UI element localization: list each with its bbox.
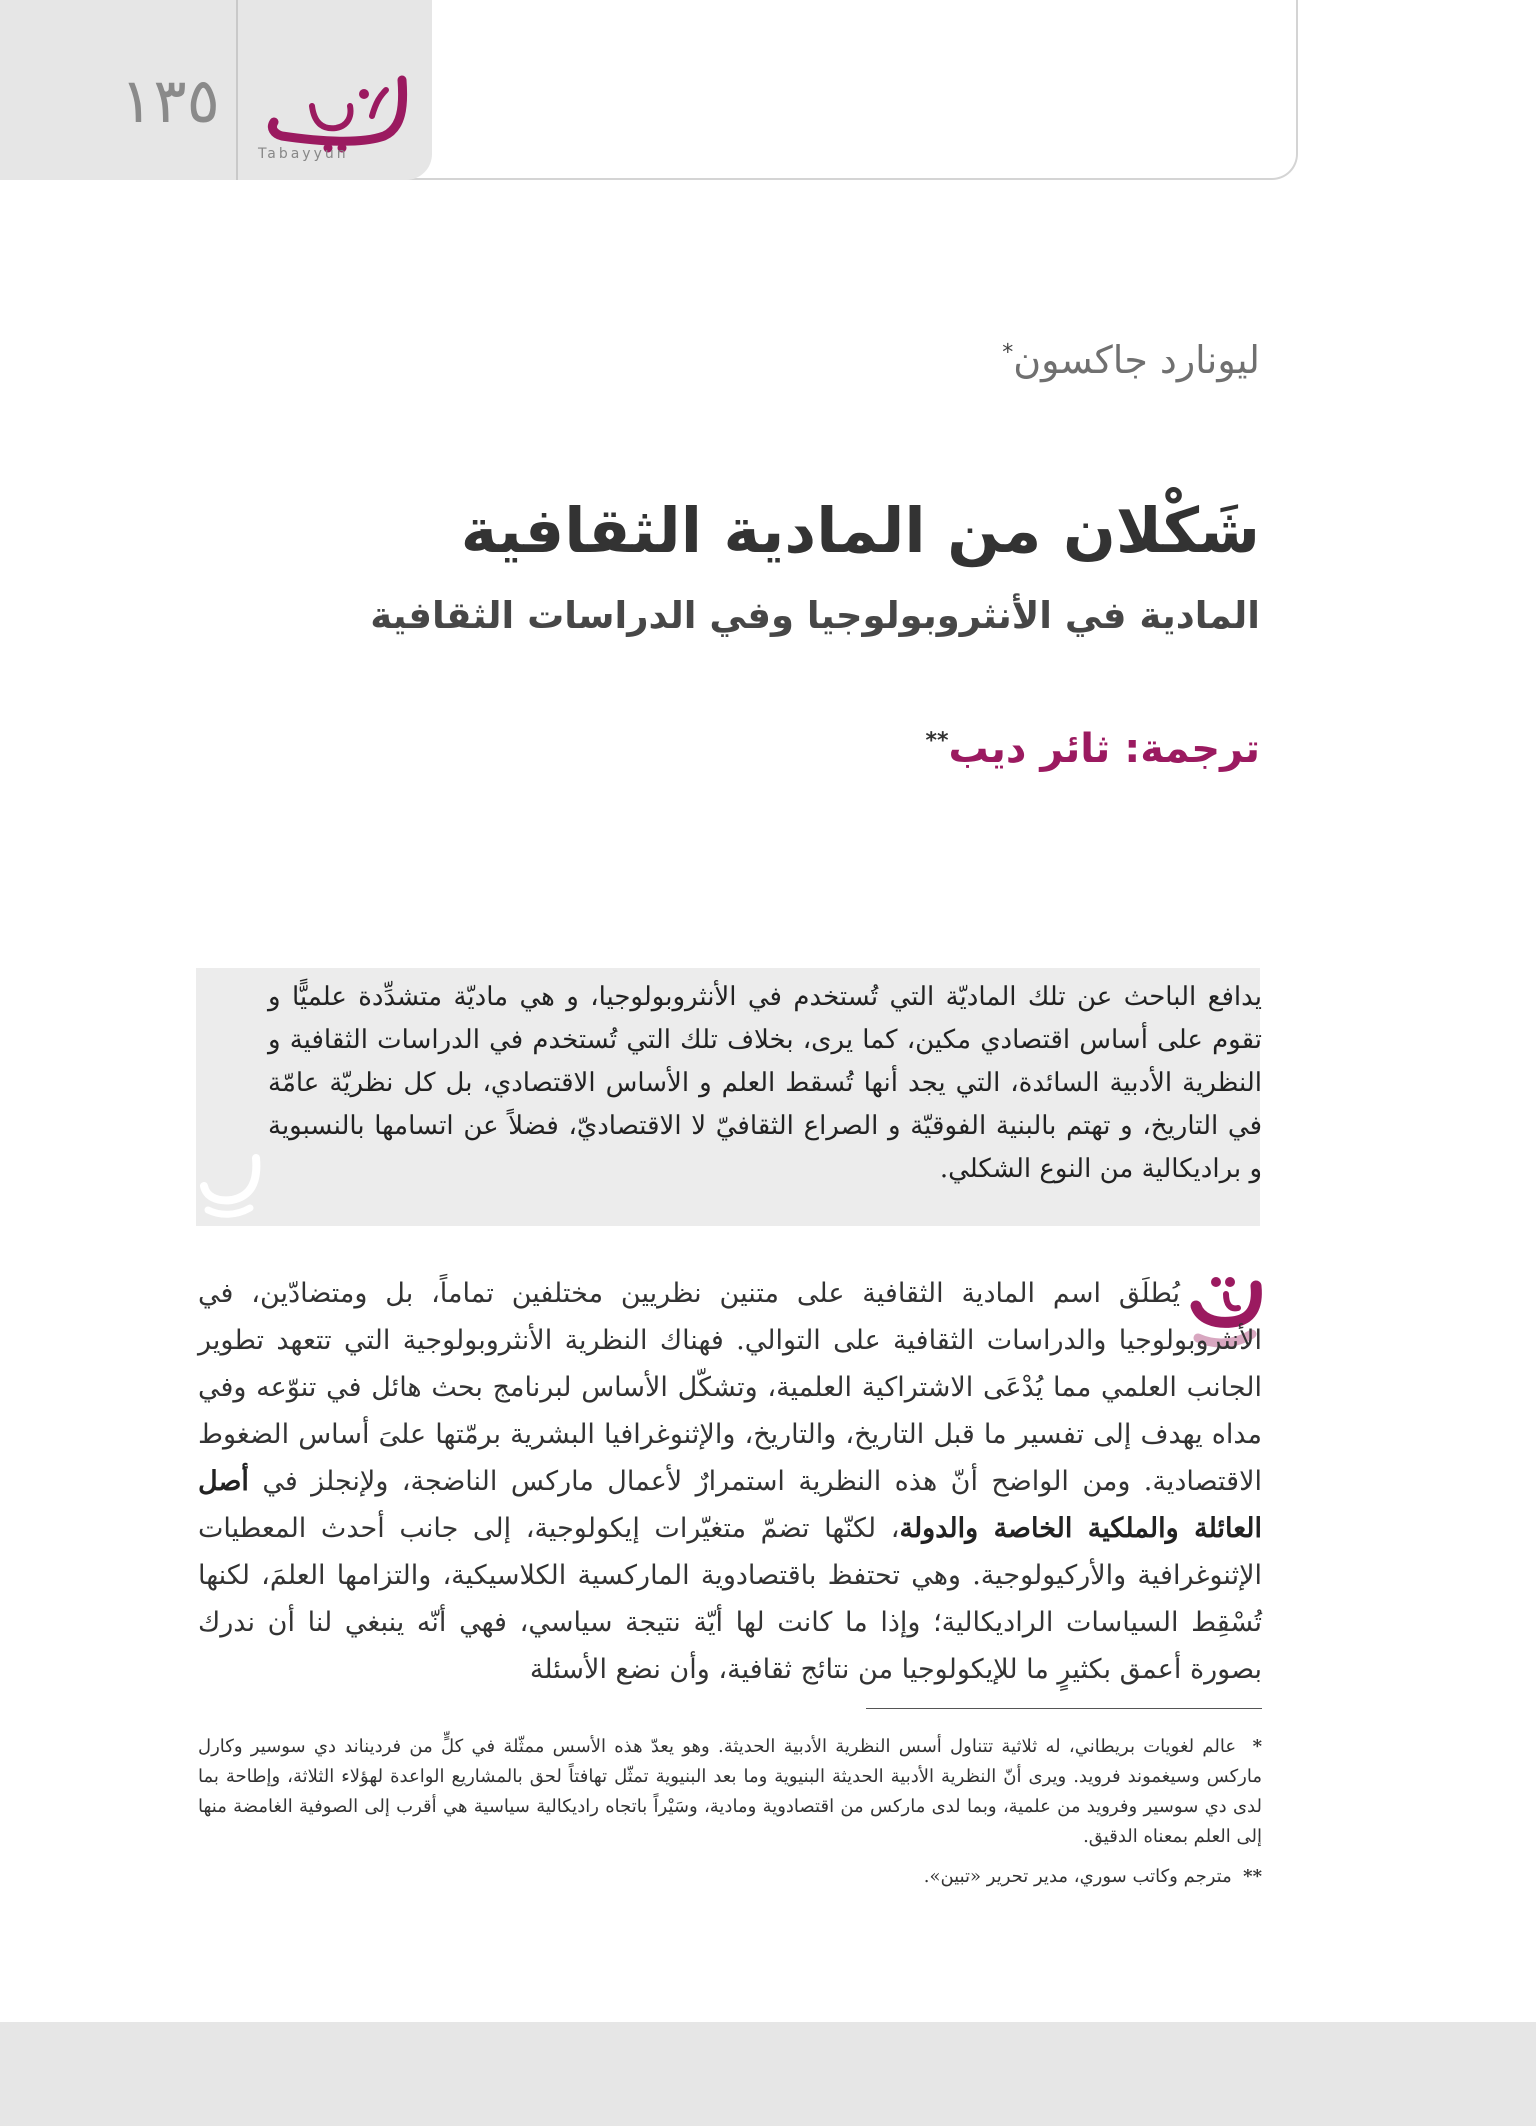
abstract-text: يدافع الباحث عن تلك الماديّة التي تُستخدم في الأنثروبولوجيا، و هي ماديّة متشدِّدة علميًّا و تقوم على أساس اقتصادي مكين، كما يرى، بخلاف تلك التي تُستخدم في الدراسات الثقافية و النظرية الأدبية السائدة، التي يجد أنها تُسقط العلم و الأساس الاقتصادي، بل كل نظريّة عامّة في التاريخ، و تهتم بالبنية الفوقيّة و الصراع الثقافيّ لا الاقتصاديّ، فضلاً عن اتسامها بالنسبوية و براديكالية من النوع الشكلي. (268, 982, 1262, 1184)
page-number: ١٣٥ (120, 64, 220, 137)
footnote-mark: ** (1243, 1866, 1262, 1887)
footer-band (0, 2022, 1536, 2126)
author-text: ليونارد جاكسون (1013, 338, 1260, 382)
footnotes (198, 1732, 1262, 1902)
body-text-part1: يُطلَق اسم المادية الثقافية على متنين نظريين مختلفين تماماً، بل ومتضادّين، في الأنثروبولوجيا والدراسات الثقافية على التوالي. فهناك النظرية الأنثروبولوجية التي تتعهد تطوير الجانب العلمي مما يُدْعَى الاشتراكية العلمية، وتشكّل الأساس لبرنامج بحث هائل في تنوّعه وفي مداه يهدف إلى تفسير ما قبل التاريخ، والتاريخ، والإثنوغرافيا البشرية برمّتها علىَ أساس الضغوط الاقتصادية. ومن الواضح أنّ هذه النظرية استمرارٌ لأعمال ماركس الناضجة، ولإنجلز في (198, 1278, 1262, 1497)
footnote-text: عالم لغويات بريطاني، له ثلاثية تتناول أسس النظرية الأدبية الحديثة. وهو يعدّ هذه الأسس ممثّلة في كلٍّ من فرديناند دي سوسير وكارل ماركس وسيغموند فرويد. ويرى أنّ النظرية الأدبية الحديثة البنيوية وما بعد البنيوية تمثّل تهافتاً لحق بالمشاريع الواعدة لهؤلاء الثلاثة، وإطاحة بما لدى دي سوسير وفرويد من علمية، وبما لدى ماركس من اقتصادوية ومادية، وسَيْراً باتجاه راديكالية سياسية هي أقرب إلى الصوفية الغامضة منها إلى العلم بمعناه الدقيق. (198, 1736, 1262, 1847)
footnote-item (198, 1732, 1262, 1852)
translator-credit (926, 726, 1261, 772)
footnote-rule (866, 1708, 1262, 1709)
cited-book-title: أصل العائلة والملكية الخاصة والدولة (198, 1466, 1263, 1544)
footnote-item (198, 1862, 1262, 1892)
article-title: شَكْلان من المادية الثقافية (460, 494, 1260, 567)
footnote-text: مترجم وكاتب سوري، مدير تحرير «تبين». (923, 1866, 1232, 1887)
author-name (1002, 338, 1260, 382)
footnote-mark: * (1252, 1736, 1262, 1757)
body-paragraph (198, 1270, 1262, 1693)
logo-latin-text: Tabayyun (258, 146, 349, 162)
author-footnote-mark: * (1002, 340, 1014, 366)
header-divider (236, 0, 238, 180)
translator-text: ترجمة: ثائر ديب (948, 726, 1260, 772)
article-subtitle: المادية في الأنثروبولوجيا وفي الدراسات الثقافية (370, 594, 1260, 637)
watermark-icon (196, 1150, 268, 1226)
body-text-part2: ، لكنّها تضمّ متغيّرات إيكولوجية، إلى جانب أحدث المعطيات الإثنوغرافية والأركيولوجية. وهي تحتفظ باقتصادوية الماركسية الكلاسيكية، والتزامها العلمَ، لكنها تُسْقِط السياسات الراديكالية؛ وإذا ما كانت لها أيّة نتيجة سياسي، فهي أنّه ينبغي لنا أن ندرك بصورة أعمق بكثيرٍ ما للإيكولوجيا من نتائج ثقافية، وأن نضع الأسئلة (198, 1513, 1262, 1685)
translator-footnote-mark: ** (925, 728, 949, 754)
